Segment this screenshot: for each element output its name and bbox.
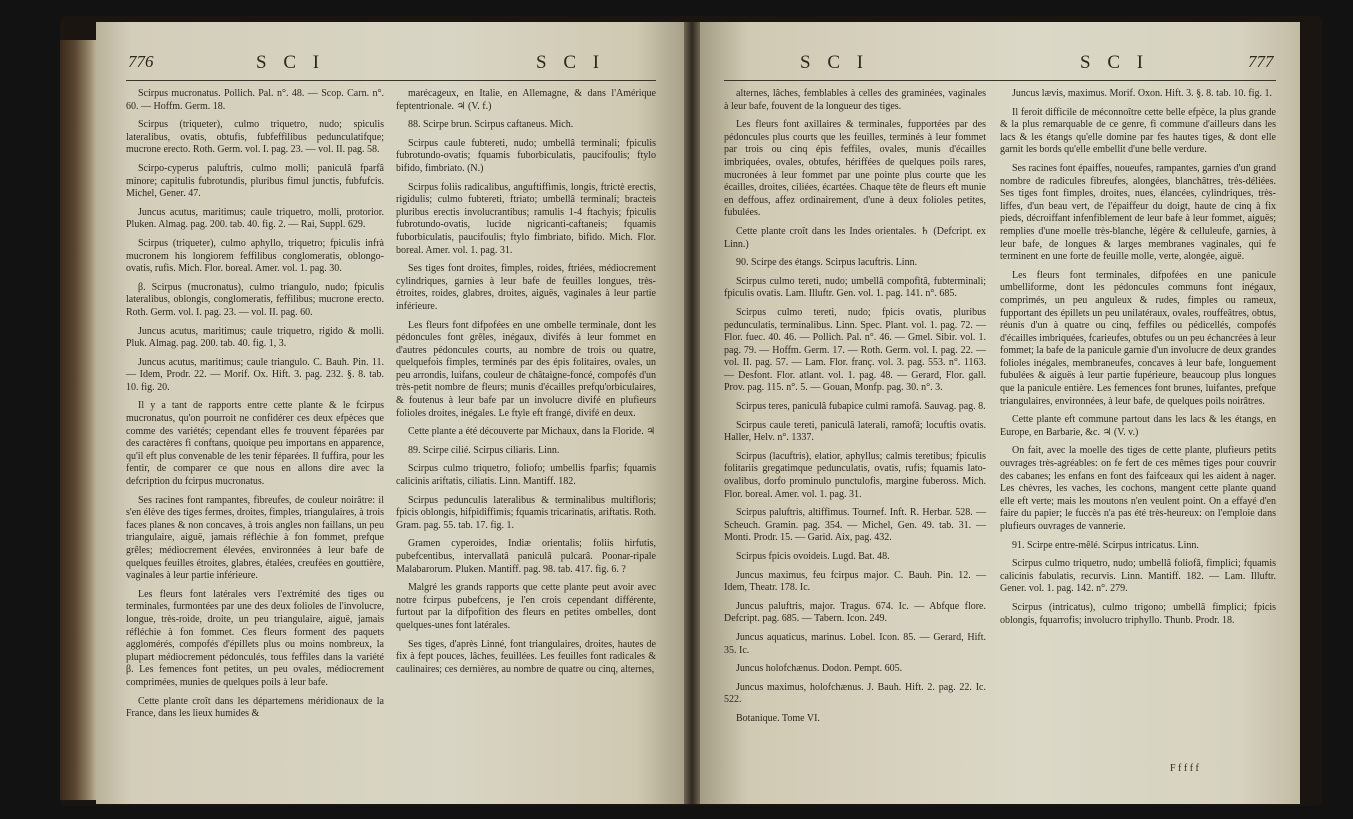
paragraph: Scirpus culmo triquetro, foliofo; umbellis fparfis; fquamis calicinis ariftatis, ciliatis. Linn. Mantiff. 182. xyxy=(396,463,656,488)
paragraph: Juncus aquaticus, marinus. Lobel. Icon. 85. — Gerard, Hift. 35. Ic. xyxy=(724,631,986,656)
paragraph: Les fleurs font latérales vers l'extrémité des tiges ou terminales, furmontées par une des deux folioles de l'involucre, longue, très-roide, droite, un peu triangulaire, aiguë, jamais réfléchie à fon fommet. Ces fleurs forment des paquets agglomérés, compofés d'épillets plus ou moins nombreux, la plupart médiocrement pédonculés, tous feffiles dans la variété β. Les femences font petites, un peu ovales, médiocrement comprimées, munies de quelques poils à leur bafe. xyxy=(126,588,384,688)
paragraph: Scirpus caule fubtereti, nudo; umbellâ terminali; fpiculis fubrotundo-ovatis; fquamis fuborbiculatis, paucifoulis; ftylo bifido, fimbriato. (N.) xyxy=(396,137,656,174)
paragraph: 91. Scirpe entre-mêlé. Scirpus intricatus. Linn. xyxy=(1012,539,1199,551)
paragraph: 89. Scirpe cilié. Scirpus ciliaris. Linn. xyxy=(408,444,560,456)
running-header: S C I xyxy=(1080,52,1150,73)
paragraph: Ses racines font épaiffes, noueufes, rampantes, garnies d'un grand nombre de radicules fibreufes, alongées, blanchâtres, très-déliées. Ses tiges font fimples, droites, nues, élancées, cylindriques, très-liffes, d'un beau vert, de l'épaiffeur du doigt, haute de cinq à fix pieds, décroiffant infenfiblement de leur bafe à leur fommet, aiguës; remplies d'une moelle très-blanche, légère & celluleufe, garnies, à leur bafe, de longues & larges membranes vaginales, qui fe terminent en une forte de feuille molle, verte, alongée, aiguë. xyxy=(1000,162,1276,263)
paragraph: Cette plante eft commune partout dans les lacs & les étangs, en Europe, en Barbarie, &c. ♃ (V. v.) xyxy=(1000,414,1276,438)
paragraph: Ses racines font rampantes, fibreufes, de couleur noirâtre: il s'en élève des tiges fermes, droites, fimples, triangulaires, à trois faces planes & non concaves, à trois angles non faillans, un peu triangulaire, aiguë, jamais réfléchie à fon fommet, prefque grêles; médiocrement élevées, environnées à leur bafe de quelques feuilles étroites, glabres, étalées, creufées en gouttière, vaginales à leur partie inférieure. xyxy=(126,494,384,582)
running-header: S C I xyxy=(800,52,870,73)
paragraph: Les fleurs font axillaires & terminales, fupportées par des pédoncules plus courts que les feuilles, terminés à leur fommet par trois ou cinq épis feffiles, ovales, munis d'écailles imbriquées, ovales, obtufes, hériffées de quelques poils rares, mucronées à leur fommet par une pointe plus courte que les écailles, droites, ciliées, écartées. Chaque tête de fleurs eft munie en deffous, affez ordinairement, d'une à deux folioles petites, fubulées. xyxy=(724,119,986,219)
paragraph: marécageux, en Italie, en Allemagne, & dans l'Amérique feptentrionale. ♃ (V. f.) xyxy=(396,88,656,112)
paragraph: Scirpus pedunculis lateralibus & terminalibus multifloris; fpicis oblongis, hifpidiffimis; fquamis tricarinatis, ariftatis. Roth. Gram. pag. 55. tab. 17. fig. 1. xyxy=(396,494,656,531)
paragraph: Juncus maximus, feu fcirpus major. C. Bauh. Pin. 12. — Idem, Theatr. 178. Ic. xyxy=(724,569,986,594)
text-column xyxy=(724,88,986,732)
paragraph: Scirpus (intricatus), culmo trigono; umbellâ fimplici; fpicis oblongis, fquarrofis; involucro triphyllo. Thunb. Prodr. 18. xyxy=(1000,601,1276,626)
running-header: S C I xyxy=(256,52,326,73)
paragraph: Scirpus culmo triquetro, nudo; umbellâ foliofâ, fimplici; fquamis calicinis fabulatis, recurvis. Linn. Mantiff. 182. — Lam. Illuftr. Gener. vol. 1. pag. 142. n°. 279. xyxy=(1000,558,1276,595)
paragraph: Scirpus (lacuftris), elatior, aphyllus; calmis teretibus; fpiculis folitariis gregatimque pedunculatis, ovatis, rufis; fquamis lato-ovalibus, dorfo prominulo punctulofis, margine fubeross. Mich. Flor. boreal. Amer. vol. 1. pag. 31. xyxy=(724,450,986,500)
header-rule xyxy=(126,80,656,81)
running-header: S C I xyxy=(536,52,606,73)
paragraph: Scirpus foliis radicalibus, anguftiffimis, longis, ftrictè erectis, rigidulis; culmo fubtereti, ftriato; umbellâ terminali; bracteis pluribus erectis involucrantibus; ramulis 1-4 ftachyis; fpiculis fubrotundo-ovatis, lucide nigricanti-caftaneis; fquamis fuborbiculatis, paucifoulis; ftylo fimbriato, bifido. Mich. Flor. boreal. Amer. vol. 1. pag. 31. xyxy=(396,181,656,256)
paragraph: Cette plante croît dans les départemens méridionaux de la France, dans les lieux humides & xyxy=(126,695,384,720)
paragraph: Cette plante croît dans les Indes orientales. ♄ (Defcript. ex Linn.) xyxy=(724,225,986,250)
paragraph: Scirpus (triqueter), culmo triquetro, nudo; spiculis lateralibus, ovatis, obtufis, fubfeffilibus pedunculatifque; mucrone erecto. Roth. Germ. vol. I. pag. 23. — vol. II. pag. 58. xyxy=(126,119,384,156)
paragraph: Juncus acutus, maritimus; caule triquetro, molli, protorior. Pluken. Almag. pag. 200. tab. 40. fig. 2. — Rai, Suppl. 629. xyxy=(126,206,384,231)
paragraph: β. Scirpus (mucronatus), culmo triangulo, nudo; fpiculis lateralibus, oblongis, conglomeratis, feffilibus; mucrone erecto. Roth. Germ. vol. I. pag. 23. — vol. II. pag. 60. xyxy=(126,281,384,318)
paragraph: Juncus holofchænus. Dodon. Pempt. 605. xyxy=(736,663,903,675)
text-column xyxy=(1000,88,1276,633)
paragraph: Juncus maximus, holofchænus. J. Bauh. Hift. 2. pag. 22. Ic. 522. xyxy=(724,681,986,706)
paragraph: Ses tiges, d'après Linné, font triangulaires, droites, hautes de fix à fept pouces, lâches, feuillées. Les feuilles font radicales & caulinaires; ces dernières, au nombre de quatre ou cinq, alternes, xyxy=(396,638,656,675)
book-gutter xyxy=(684,22,700,804)
paragraph: Juncus paluftris, major. Tragus. 674. Ic. — Abfque flore. Defcript. pag. 685. — Tabern. Icon. 249. xyxy=(724,600,986,625)
paragraph: Scirpus caule tereti, paniculâ laterali, ramofâ; locuftis ovatis. Haller, Helv. n°. 1337. xyxy=(724,419,986,444)
text-column xyxy=(396,88,656,682)
right-page xyxy=(700,22,1300,804)
paragraph: Cette plante a été découverte par Michaux, dans la Floride. ♃ xyxy=(408,426,656,438)
text-column xyxy=(126,88,384,727)
paragraph: Scirpus culmo tereti, nudo; umbellâ compofitâ, fubterminali; fpiculis ovatis. Lam. Illuftr. Gen. vol. 1. pag. 141. n°. 685. xyxy=(724,275,986,300)
paragraph: 88. Scirpe brun. Scirpus caftaneus. Mich. xyxy=(408,119,574,131)
paragraph: Malgré les grands rapports que cette plante peut avoir avec notre fcirpus pubefcens, je l'en crois cependant différente, furtout par la difpofition des fleurs en petites ombelles, dont quelques-unes font latérales. xyxy=(396,582,656,631)
paragraph: Juncus acutus, maritimus; caule triquetro, rigido & molli. Pluk. Almag. pag. 200. tab. 40. fig. 1, 3. xyxy=(126,325,384,350)
paragraph: Scirpus mucronatus. Pollich. Pal. n°. 48. — Scop. Carn. n°. 60. — Hoffm. Germ. 18. xyxy=(126,88,384,112)
paragraph: alternes, lâches, femblables à celles des graminées, vaginales à leur bafe, fouvent de la longueur des tiges. xyxy=(724,88,986,112)
paragraph: Scirpus culmo tereti, nudo; fpicis ovatis, pluribus pedunculatis, terminalibus. Linn. Spec. Plant. vol. 1. pag. 72. — Flor. fuec. 40. 46. — Pollich. Pal. n°. 46. — Gmel. Sibir. vol. 1. pag. 79. — Hoffm. Germ. 17. — Roth. Germ. vol. I. pag. 22. — vol. II. pag. 57. — Lam. Flor. franç. vol. 3. pag. 553. n°. 1163. — Desfont. Flor. atlant. vol. 1. pag. 48. — Gerard, Flor. gall. Prov. pag. 115. n°. 5. — Gouan, Monfp. pag. 30. n°. 3. xyxy=(724,306,986,394)
paragraph: Scirpus teres, paniculâ fubapice culmi ramofâ. Sauvag. pag. 8. xyxy=(736,401,986,413)
paragraph: Scirpo-cyperus paluftris, culmo molli; paniculâ fparfâ minore; capitulis fubrotundis, pluribus fimul junctis, fubfufcis. Michel, Gener. 47. xyxy=(126,162,384,200)
paragraph: Gramen cyperoides, Indiæ orientalis; foliis hirfutis, pubefcentibus, intervallatâ paniculâ pulcarâ. Poonar-ripale Malabarorum. Pluken. Mantiff. pag. 98. tab. 417. fig. 6. ? xyxy=(396,538,656,575)
paragraph: Juncus acutus, maritimus; caule triangulo. C. Bauh. Pin. 11. — Idem, Prodr. 22. — Morif. Ox. Hift. 3. pag. 232. §. 8. tab. 10. fig. 20. xyxy=(126,356,384,393)
paragraph: Scirpus fpicis ovoideis. Lugd. Bat. 48. xyxy=(736,551,890,562)
page-number: 777 xyxy=(1248,52,1274,71)
header-rule xyxy=(724,80,1276,81)
paragraph: Les fleurs font terminales, difpofées en une panicule umbelliforme, dont les pédoncules communs font inégaux, comprimés, un peu anguleux & rudes, fimples ou rameux, fupportant des épillets un peu unilatéraux, ovales, rouffeâtres, obtus, réunis d'un à quatre ou cinq, feffiles ou pédicellés, compofés d'écailles imbriquées, fcarieufes, obtufes ou un peu échancrées à leur fommet; la bafe de la panicule garnie d'un involucre de deux grandes folioles inégales, membraneufes, concaves à leur bafe, longuement fubulées & aiguës à leur partie fupérieure, beaucoup plus longues que la panicule entière. Les femences font brunes, luifantes, prefque triangulaires, environnées, à leur bafe, de quelques poils noirâtres. xyxy=(1000,269,1276,407)
page-stack-edge xyxy=(60,40,98,800)
paragraph: 90. Scirpe des étangs. Scirpus lacuftris. Linn. xyxy=(736,257,918,269)
paragraph: On fait, avec la moelle des tiges de cette plante, plufieurs petits ouvrages très-agréables: on fe fert de ces mêmes tiges pour couvrir des cabanes; les enfans en font des faifceaux qui les aident à nager. Les chèvres, les vaches, les cochons, mangent cette plante quand elle eft verte; mais les moutons n'en veulent point. On a effayé d'en faire du papier; le fuccès n'a pas été très-heureux: on l'emploie dans plufieurs ouvrages de vannerie. xyxy=(1000,445,1276,532)
paragraph: Botanique. Tome VI. xyxy=(736,712,820,724)
paragraph: Scirpus (triqueter), culmo aphyllo, triquetro; fpiculis infrà mucronem his longiorem feffilibus conglomeratis, oblongo-ovatis, rufis. Mich. Flor. boreal. Amer. vol. 1. pag. 30. xyxy=(126,237,384,275)
signature-mark: F f f f f xyxy=(1170,763,1199,774)
page-number: 776 xyxy=(128,52,154,71)
paragraph: Ses tiges font droites, fimples, roides, ftriées, médiocrement cylindriques, garnies à leur bafe de feuilles longues, très-étroites, roides, glabres, droites, aiguës, vaginales à leur partie inférieure. xyxy=(396,263,656,312)
paragraph: Scirpus paluftris, altiffimus. Tournef. Inft. R. Herbar. 528. — Scheuch. Gramin. pag. 354. — Michel, Gen. 49. tab. 31. — Monti. Prodr. 15. — Garid. Aix, pag. 432. xyxy=(724,507,986,544)
paragraph: Juncus lævis, maximus. Morif. Oxon. Hift. 3. §. 8. tab. 10. fig. 1. xyxy=(1012,88,1272,99)
paragraph: Il feroit difficile de méconnoître cette belle efpèce, la plus grande & la plus remarquable de ce genre, fi commune d'ailleurs dans les lacs & les étangs qu'elle domine par fes hautes tiges, & dont elle garnit les bords qu'elle embellit d'une belle verdure. xyxy=(1000,106,1276,156)
left-page xyxy=(96,22,684,804)
paragraph: Les fleurs font difpofées en une ombelle terminale, dont les pédoncules font grêles, inégaux, divifés à leur fommet en d'autres pédoncules courts, au nombre de trois ou quatre, quelquefois fimples, terminés par des épis folitaires, ovales, un peu arrondis, luifans, couleur de châtaigne-foncé, compofés d'un très-petit nombre de fleurs; munis d'écailles prefqu'orbiculaires, & foutenus à leur bafe par un involucre divifé en plufieurs folioles droites, inégales. Le ftyle eft frangé, divifé en deux. xyxy=(396,319,656,419)
paragraph: Il y a tant de rapports entre cette plante & le fcirpus mucronatus, qu'on pourroit ne confidérer ces deux efpèces que comme des variétés; cependant elles fe trouvent féparées par des caractères fi conftans, quoique peu importans en apparence, qu'il eft plus convenable de les tenir féparées. Il fuffira, pour les fentir, de comparer ce que nous en allons dire avec la defcription du fcirpus mucronatus. xyxy=(126,400,384,488)
